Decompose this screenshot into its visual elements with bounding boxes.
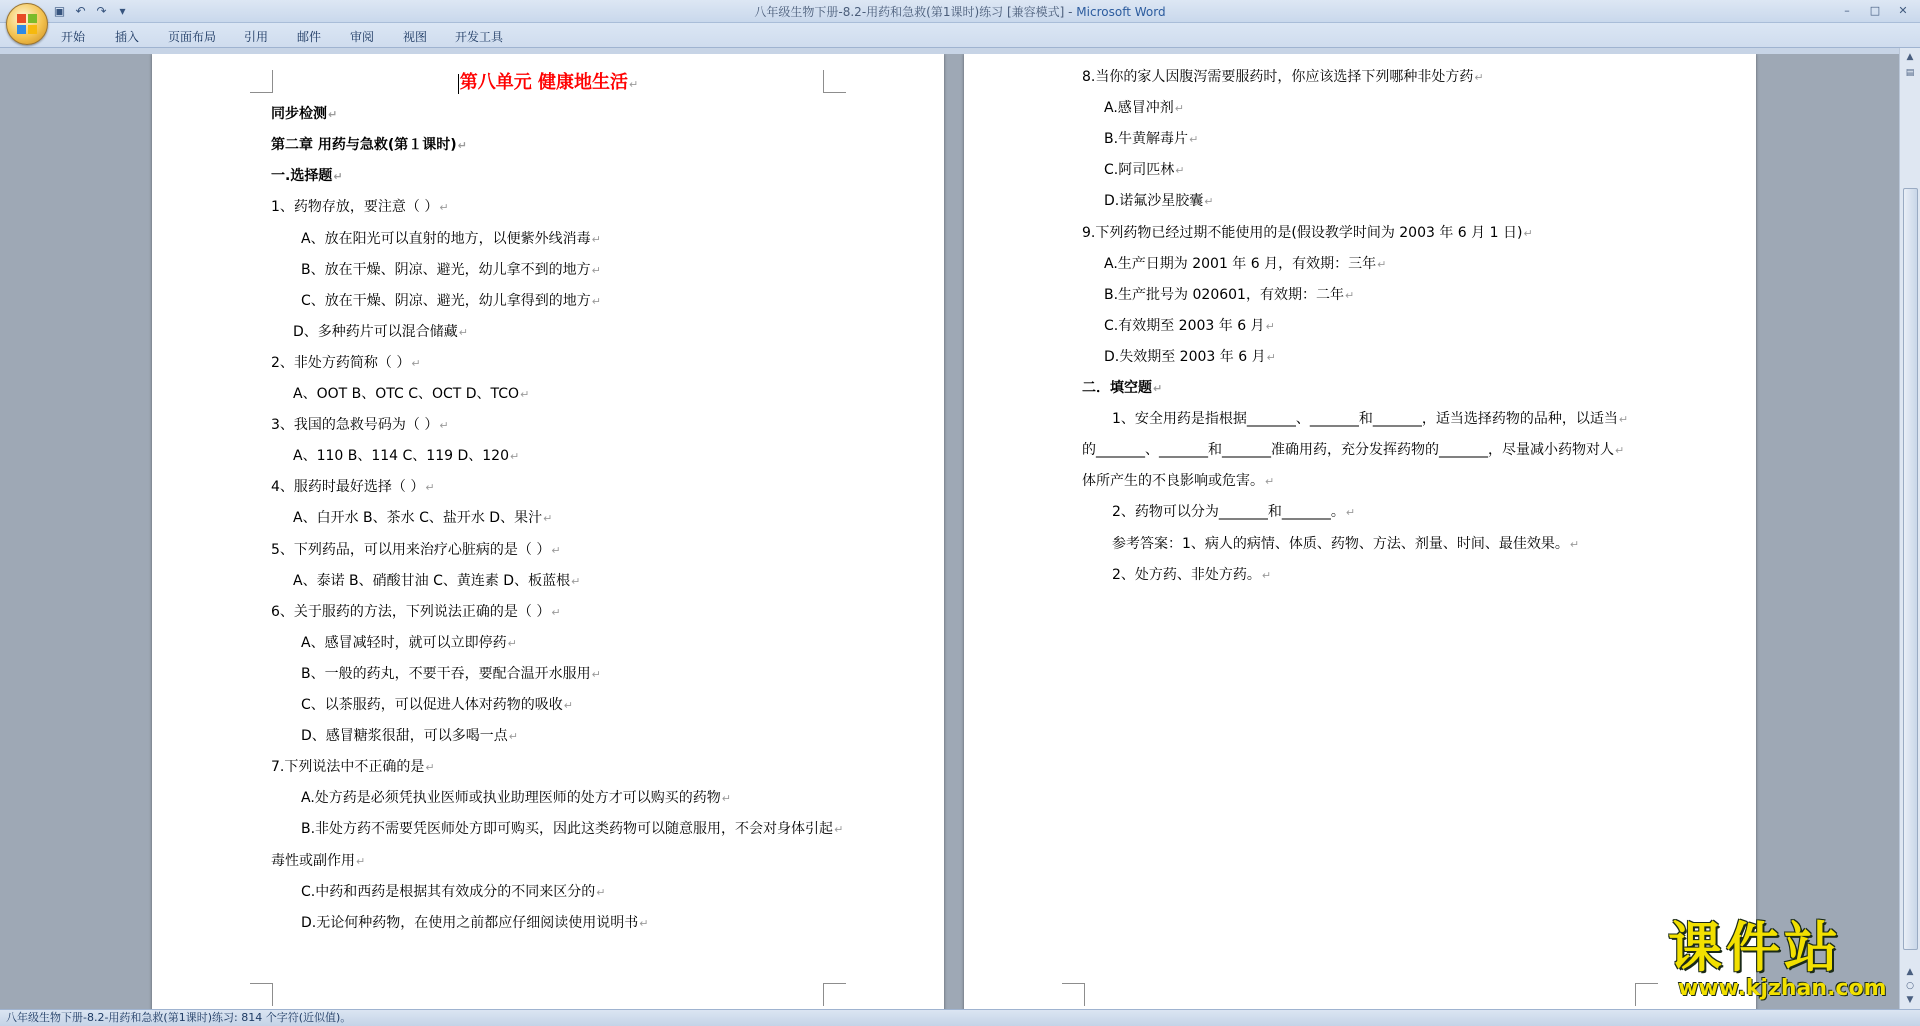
- left-page-line: [293, 571, 580, 592]
- left-page-line: [271, 135, 467, 156]
- left-page-line-text: A、泰诺 B、硝酸甘油 C、黄连素 D、板蓝根: [293, 572, 571, 589]
- margin-mark: [1062, 983, 1085, 1006]
- paragraph-mark-icon: ↵: [507, 636, 517, 650]
- maximize-icon[interactable]: □: [1869, 4, 1881, 17]
- paragraph-mark-icon: ↵: [439, 419, 449, 433]
- right-page-line-text: 2、处方药、非处方药。: [1112, 566, 1261, 583]
- office-button[interactable]: [6, 3, 48, 45]
- right-page-line-text: 二．填空题: [1082, 380, 1152, 396]
- paragraph-mark-icon: ↵: [356, 854, 366, 868]
- right-page-line: [1104, 285, 1354, 306]
- right-page-line-text: C.阿司匹林: [1104, 162, 1175, 179]
- right-page-line: [1112, 534, 1579, 555]
- left-page-line-text: A、感冒减轻时，就可以立即停药: [301, 634, 507, 651]
- left-page-line: [301, 229, 601, 250]
- scroll-up-icon[interactable]: ▲: [1906, 52, 1914, 62]
- watermark-url: www.kjzhan.com: [1678, 976, 1887, 1001]
- margin-mark: [1635, 983, 1658, 1006]
- right-page-line-text: D.失效期至 2003 年 6 月: [1104, 348, 1266, 365]
- paragraph-mark-icon: ↵: [508, 730, 518, 744]
- save-icon[interactable]: ▣: [53, 3, 66, 18]
- left-page-line: [301, 819, 843, 840]
- tab-view[interactable]: 视图: [403, 30, 428, 44]
- paragraph-mark-icon: ↵: [721, 792, 731, 806]
- paragraph-mark-icon: ↵: [458, 325, 468, 339]
- right-page-line: [1104, 160, 1184, 181]
- window-controls: [1834, 2, 1916, 19]
- watermark-name: 课件站: [1668, 915, 1842, 979]
- paragraph-mark-icon: ↵: [629, 78, 639, 91]
- left-page-line-text: C、放在干燥、阴凉、避光，幼儿拿得到的地方: [301, 292, 591, 309]
- minimize-icon[interactable]: –: [1844, 4, 1850, 17]
- left-page-line: [301, 788, 731, 809]
- paragraph-mark-icon: ↵: [591, 263, 601, 277]
- paragraph-mark-icon: ↵: [563, 699, 573, 712]
- paragraph-mark-icon: ↵: [571, 574, 581, 588]
- paragraph-mark-icon: ↵: [1265, 319, 1275, 333]
- document-page-2[interactable]: [964, 54, 1756, 1009]
- paragraph-mark-icon: ↵: [591, 294, 601, 308]
- paragraph-mark-icon: ↵: [411, 356, 421, 370]
- left-page-line-text: 5、下列药品，可以用来治疗心脏病的是（ ）: [271, 541, 551, 558]
- right-page-line-text: 2、药物可以分为_______和_______。: [1112, 504, 1345, 521]
- undo-icon[interactable]: ↶: [75, 3, 86, 18]
- left-page-line-text: 4、服药时最好选择（ ）: [271, 479, 425, 496]
- tab-insert[interactable]: 插入: [115, 30, 140, 44]
- scroll-thumb[interactable]: [1903, 188, 1918, 950]
- right-page-line: [1104, 191, 1213, 212]
- left-page-line-text: 3、我国的急救号码为（ ）: [271, 417, 439, 434]
- left-page-line: [293, 384, 529, 405]
- paragraph-mark-icon: ↵: [1261, 568, 1272, 582]
- right-page-line: [1104, 347, 1276, 368]
- paragraph-mark-icon: ↵: [834, 823, 844, 837]
- prev-page-icon[interactable]: ▲: [1906, 967, 1914, 977]
- left-page-line-text: C.中药和西药是根据其有效成分的不同来区分的: [301, 883, 596, 900]
- left-page-line-text: A、OOT B、OTC C、OCT D、TCO: [293, 386, 520, 402]
- status-bar: [0, 1009, 1920, 1026]
- paragraph-mark-icon: ↵: [596, 885, 606, 899]
- paragraph-mark-icon: ↵: [333, 170, 343, 184]
- paragraph-mark-icon: ↵: [1569, 537, 1580, 551]
- document-page-1[interactable]: [152, 54, 944, 1009]
- paragraph-mark-icon: ↵: [1615, 444, 1625, 458]
- paragraph-mark-icon: ↵: [425, 481, 435, 495]
- window-title: [0, 3, 1920, 20]
- right-page-line-text: B.牛黄解毒片: [1104, 131, 1189, 148]
- paragraph-mark-icon: ↵: [328, 108, 338, 122]
- tab-mailings[interactable]: 邮件: [297, 30, 322, 44]
- left-page-line: [271, 851, 365, 872]
- left-page-line-text: D、感冒糖浆很甜，可以多喝一点: [301, 728, 508, 745]
- left-page-line-text: 毒性或副作用: [271, 852, 355, 869]
- left-page-line-text: 同步检测: [271, 106, 327, 123]
- left-page-line-text: 6、关于服药的方法，下列说法正确的是（ ）: [271, 603, 551, 620]
- paragraph-mark-icon: ↵: [551, 543, 561, 557]
- tab-home[interactable]: 开始: [61, 30, 86, 44]
- ruler-toggle-icon[interactable]: ▤: [1905, 68, 1915, 78]
- right-page-line: [1082, 471, 1274, 492]
- right-page-line: [1104, 129, 1198, 150]
- paragraph-mark-icon: ↵: [551, 605, 561, 619]
- right-page-line: [1104, 98, 1184, 119]
- left-page-line-text: B.非处方药不需要凭医师处方即可购买，因此这类药物可以随意服用，不会对身体引起: [301, 821, 834, 838]
- left-page-line-text: B、放在干燥、阴凉、避光，幼儿拿不到的地方: [301, 261, 591, 278]
- paragraph-mark-icon: ↵: [509, 450, 520, 464]
- ribbon-tab-bar: [0, 23, 1920, 48]
- margin-mark: [823, 983, 846, 1006]
- left-page-line-text: B、一般的药丸，不要干吞，要配合温开水服用: [301, 665, 591, 682]
- right-page-line: [1112, 409, 1628, 430]
- left-page-line: [301, 664, 601, 685]
- right-page-line-text: A.生产日期为 2001 年 6 月，有效期：三年: [1104, 255, 1377, 272]
- paragraph-mark-icon: ↵: [639, 916, 649, 930]
- title-bar: [0, 0, 1920, 23]
- left-page-line: [301, 291, 601, 312]
- left-page-line: [271, 104, 337, 125]
- left-page-line-text: 2、非处方药简称（ ）: [271, 354, 411, 371]
- watermark-logo: [1668, 915, 1908, 1001]
- left-page-line-text: 第二章 用药与急救(第１课时): [271, 137, 457, 154]
- paragraph-mark-icon: ↵: [1523, 226, 1533, 240]
- left-page-line: [271, 477, 435, 498]
- right-page-line-text: A.感冒冲剂: [1104, 100, 1174, 117]
- document-heading: 第八单元 健康地生活: [459, 72, 629, 93]
- right-page-line-text: 的_______、_______和_______准确用药，充分发挥药物的_______，尽量减小药物对人: [1082, 442, 1614, 459]
- tab-references[interactable]: 引用: [244, 30, 269, 44]
- right-page-line-text: 1、安全用药是指根据_______、_______和_______，适当选择药物的品种，以适当: [1112, 411, 1618, 428]
- right-page-line: [1082, 67, 1484, 88]
- left-page-line: [271, 166, 343, 187]
- right-page-line: [1082, 440, 1624, 461]
- right-page-line: [1104, 316, 1275, 337]
- paragraph-mark-icon: ↵: [439, 201, 449, 215]
- tab-review[interactable]: 审阅: [350, 30, 375, 44]
- paragraph-mark-icon: ↵: [1266, 350, 1276, 364]
- right-page-line: [1112, 565, 1271, 586]
- right-page-line: [1082, 378, 1162, 399]
- paragraph-mark-icon: ↵: [591, 667, 601, 681]
- left-page-line-text: A、110 B、114 C、119 D、120: [293, 448, 509, 465]
- right-page-line-text: 9.下列药物已经过期不能使用的是(假设教学时间为 2003 年 6 月 1 日): [1082, 224, 1523, 241]
- paragraph-mark-icon: ↵: [591, 232, 601, 246]
- right-page-line: [1082, 223, 1533, 244]
- left-page-line-text: A、放在阳光可以直射的地方，以便紫外线消毒: [301, 230, 591, 247]
- right-page-line-text: 8.当你的家人因腹泻需要服药时，你应该选择下列哪种非处方药: [1082, 69, 1474, 85]
- right-page-line-text: C.有效期至 2003 年 6 月: [1104, 317, 1265, 334]
- paragraph-mark-icon: ↵: [425, 761, 435, 775]
- tab-developer[interactable]: 开发工具: [455, 30, 504, 44]
- close-icon[interactable]: ✕: [1898, 4, 1908, 17]
- next-page-icon[interactable]: ▼: [1906, 995, 1914, 1005]
- left-page-line: [271, 197, 449, 218]
- paragraph-mark-icon: ↵: [1174, 102, 1184, 116]
- paragraph-mark-icon: ↵: [1474, 71, 1484, 84]
- document-workspace[interactable]: [0, 54, 1900, 1009]
- select-browse-icon[interactable]: ○: [1906, 981, 1914, 991]
- left-page-line: [271, 415, 449, 436]
- right-page-line-text: D.诺氟沙星胶囊: [1104, 193, 1204, 210]
- left-page-line: [293, 446, 519, 467]
- paragraph-mark-icon: ↵: [520, 388, 530, 401]
- left-page-line-text: A.处方药是必须凭执业医师或执业助理医师的处方才可以购买的药物: [301, 790, 721, 807]
- paragraph-mark-icon: ↵: [1189, 133, 1199, 147]
- right-page-line: [1112, 502, 1355, 523]
- paragraph-mark-icon: ↵: [1204, 195, 1214, 209]
- paragraph-mark-icon: ↵: [1153, 382, 1163, 395]
- right-page-line-text: 体所产生的不良影响或危害。: [1082, 473, 1264, 490]
- customize-icon[interactable]: ▾: [119, 3, 126, 18]
- paragraph-mark-icon: ↵: [1175, 164, 1185, 178]
- left-page-line: [271, 757, 435, 778]
- left-page-line: [301, 260, 601, 281]
- right-page-line-text: 参考答案：1、病人的病情、体质、药物、方法、剂量、时间、最佳效果。: [1112, 535, 1569, 552]
- left-page-line-text: 一.选择题: [271, 168, 333, 185]
- left-page-line: [293, 508, 552, 529]
- paragraph-mark-icon: ↵: [543, 512, 553, 526]
- left-page-line: [301, 913, 648, 934]
- office-logo-icon: [17, 14, 37, 34]
- left-page-line-text: D.无论何种药物，在使用之前都应仔细阅读使用说明书: [301, 914, 639, 931]
- left-page-line: [271, 353, 421, 374]
- right-page-line-text: B.生产批号为 020601，有效期：二年: [1104, 286, 1344, 303]
- left-page-line-text: 1、药物存放，要注意（ ）: [271, 199, 439, 216]
- paragraph-mark-icon: ↵: [1377, 257, 1387, 271]
- left-page-line-text: C、以茶服药，可以促进人体对药物的吸收: [301, 697, 563, 713]
- paragraph-mark-icon: ↵: [1345, 506, 1356, 520]
- left-page-line: [293, 322, 468, 343]
- vertical-scrollbar[interactable]: [1899, 48, 1920, 1009]
- redo-icon[interactable]: ↷: [96, 3, 107, 18]
- paragraph-mark-icon: ↵: [1618, 413, 1629, 427]
- status-text: 八年级生物下册-8.2-用药和急救(第1课时)练习: 814 个字符(近似值)。: [6, 1011, 352, 1024]
- left-page-line: [271, 602, 561, 623]
- left-page-line: [152, 73, 944, 95]
- left-page-line: [301, 882, 605, 903]
- paragraph-mark-icon: ↵: [457, 139, 467, 153]
- left-page-line: [301, 633, 517, 654]
- app-name: Microsoft Word: [1076, 5, 1166, 19]
- left-page-line: [271, 540, 561, 561]
- left-page-line: [301, 726, 518, 747]
- left-page-line-text: 7.下列说法中不正确的是: [271, 759, 425, 776]
- right-page-line: [1104, 254, 1386, 275]
- left-page-line-text: D、多种药片可以混合储藏: [293, 323, 458, 340]
- text-cursor: [458, 74, 459, 94]
- margin-mark: [250, 983, 273, 1006]
- paragraph-mark-icon: ↵: [1344, 288, 1355, 302]
- tab-page-layout[interactable]: 页面布局: [168, 30, 217, 44]
- document-title: 八年级生物下册-8.2-用药和急救(第1课时)练习 [兼容模式] -: [754, 5, 1077, 19]
- paragraph-mark-icon: ↵: [1265, 475, 1275, 489]
- left-page-line-text: A、白开水 B、茶水 C、盐开水 D、果汁: [293, 510, 543, 527]
- left-page-line: [301, 695, 573, 716]
